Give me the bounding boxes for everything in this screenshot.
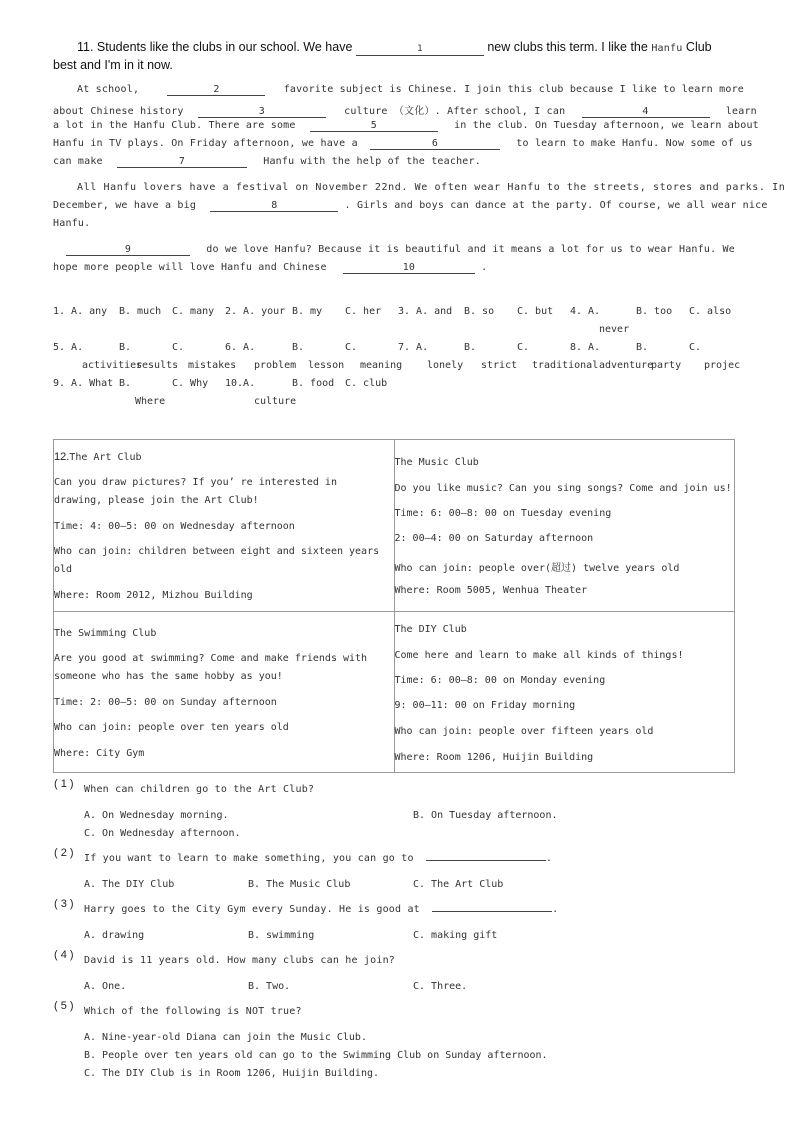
diy-club-where: Where: Room 1206, Huijin Building [394,752,594,763]
art-club-title: The Art Club [69,452,142,463]
q12-2-question [84,853,552,864]
music-club-time-2: 2: 00—4: 00 on Saturday afternoon [394,533,594,544]
music-club-time-1: Time: 6: 00—8: 00 on Tuesday evening [394,508,612,519]
p2-line2 [53,200,768,212]
q12-1-option-b[interactable]: B. On Tuesday afternoon. [413,810,558,821]
diy-club-title: The DIY Club [394,624,467,635]
blank-9-num: 9 [124,244,132,255]
blank-8[interactable] [210,200,338,212]
q12-4-option-b[interactable]: B. Two. [248,981,291,992]
blank-10[interactable] [343,262,475,274]
opt-4a-word: never [599,324,630,335]
p1-l3b: in the club. On Tuesday afternoon, we learn about [454,120,759,131]
q11-intro-line2: best and I'm in it now. [53,58,173,72]
q12-1-option-c[interactable]: C. On Wednesday afternoon. [84,828,241,839]
p3-line1 [66,244,735,256]
opt-3a[interactable]: 3. A. and [398,306,453,317]
blank-4-num: 4 [642,106,649,117]
swimming-club-time: Time: 2: 00—5: 00 on Sunday afternoon [54,697,277,708]
opt-5a[interactable]: 5. A. [53,342,84,353]
q12-5-question: Which of the following is NOT true? [84,1006,302,1017]
q12-2-option-c[interactable]: C. The Art Club [413,879,504,890]
p3-l2a: hope more people will love Hanfu and Chinese [53,262,327,273]
blank-3[interactable] [198,106,326,118]
q12-3-period: . [552,904,559,915]
swimming-club-title: The Swimming Club [54,628,157,639]
opt-3c[interactable]: C. but [517,306,554,317]
q12-3-option-c[interactable]: C. making gift [413,930,498,941]
q12-4-number: ( 4 ) [54,949,74,961]
art-club-who-1: Who can join: children between eight and sixteen years [54,546,380,557]
opt-7a-word: lonely [427,360,464,371]
q12-2-option-b[interactable]: B. The Music Club [248,879,351,890]
opt-8a-word: adventure [599,360,654,371]
p1-line1 [77,84,744,96]
opt-9c[interactable]: C. Why [172,378,209,389]
music-club-title: The Music Club [394,457,479,468]
blank-3-num: 3 [258,106,265,117]
opt-10c[interactable]: C. club [345,378,388,389]
q12-2-option-a[interactable]: A. The DIY Club [84,879,175,890]
p1-line3 [53,120,759,132]
music-club-cell [394,440,735,612]
blank-8-num: 8 [271,200,278,211]
q12-3-option-b[interactable]: B. swimming [248,930,315,941]
p1-l4b: to learn to make Hanfu. Now some of us [516,138,753,149]
opt-5c[interactable]: C. [172,342,185,353]
art-club-who-2: old [54,564,73,575]
opt-10b[interactable]: B. food [292,378,335,389]
opt-9b-word: Where [135,396,166,407]
opt-6a-word: problem [254,360,297,371]
q12-5-option-c[interactable]: C. The DIY Club is in Room 1206, Huijin Building. [84,1068,380,1079]
q12-3-number: ( 3 ) [54,898,74,910]
p2-l2a: December, we have a big [53,200,197,211]
p1-l1a: At school, [77,84,140,95]
opt-5a-word: activities [82,360,143,371]
opt-8b-word: party [651,360,682,371]
p1-l2b: culture （文化）. After school, I can [344,106,566,117]
blank-1-num: 1 [417,44,423,54]
p2-l2b: . Girls and boys can dance at the party. Of course, we all wear nice [344,200,768,211]
art-club-desc-1: Can you draw pictures? If you’ re interested in [54,477,337,488]
p1-line4 [53,138,753,150]
p1-l4a: Hanfu in TV plays. On Friday afternoon, we have a [53,138,358,149]
opt-5c-word: mistakes [188,360,237,371]
blank-6-num: 6 [431,138,439,149]
q12-3-option-a[interactable]: A. drawing [84,930,145,941]
opt-7b-word: strict [481,360,518,371]
opt-4c[interactable]: C. also [689,306,732,317]
opt-7b[interactable]: B. [464,342,477,353]
blank-7[interactable] [117,156,247,168]
p3-l1b: do we love Hanfu? Because it is beautiful and it means a lot for us to wear Hanfu. We [206,244,735,255]
diy-club-time-1: Time: 6: 00—8: 00 on Monday evening [394,675,606,686]
swimming-club-where: Where: City Gym [54,748,145,759]
blank-5-num: 5 [370,120,377,131]
q12-number: 12. [54,451,70,463]
blank-7-num: 7 [178,156,186,167]
p1-l3a: a lot in the Hanfu Club. There are some [53,120,296,131]
opt-1c[interactable]: C. many [172,306,215,317]
opt-6c[interactable]: C. [345,342,358,353]
opt-6b[interactable]: B. [292,342,305,353]
opt-9b[interactable]: B. [119,378,132,389]
swimming-club-desc-1: Are you good at swimming? Come and make friends with [54,653,368,664]
opt-7c-word: traditional [532,360,599,371]
music-club-desc: Do you like music? Can you sing songs? Come and join us! [394,483,732,494]
blank-4[interactable] [582,106,710,118]
opt-8a[interactable]: 8. A. [570,342,601,353]
q12-5-option-b[interactable]: B. People over ten years old can go to the Swimming Club on Sunday afternoon. [84,1050,548,1061]
opt-6c-word: meaning [360,360,403,371]
opt-2c[interactable]: C. her [345,306,382,317]
diy-club-cell [394,612,735,773]
opt-4b[interactable]: B. too [636,306,673,317]
art-club-desc-2: drawing, please join the Art Club! [54,495,259,506]
p1-l5b: Hanfu with the help of the teacher. [263,156,481,167]
opt-7a[interactable]: 7. A. [398,342,429,353]
opt-5b-word: results [136,360,179,371]
opt-1a[interactable]: 1. A. any [53,306,108,317]
blank-6[interactable] [370,138,500,150]
blank-2-num: 2 [213,84,220,95]
opt-6b-word: lesson [308,360,345,371]
q11-intro-text-b: new clubs this term. I like the [487,40,648,54]
opt-10a-word: culture [254,396,297,407]
swimming-club-who: Who can join: people over ten years old [54,722,289,733]
blank-10-num: 10 [402,262,416,273]
q11-intro-hanfu: Hanfu [651,43,683,54]
q12-1-option-a[interactable]: A. On Wednesday morning. [84,810,229,821]
art-club-cell [54,440,395,612]
q12-5-number: ( 5 ) [54,1000,74,1012]
opt-9a[interactable]: 9. A. What [53,378,114,389]
diy-club-desc: Come here and learn to make all kinds of things! [394,650,684,661]
p1-l1b: favorite subject is Chinese. I join this club because I like to learn more [283,84,745,95]
q12-4-question: David is 11 years old. How many clubs can he join? [84,955,396,966]
p1-line2 [53,102,757,118]
diy-club-who: Who can join: people over fifteen years old [394,726,654,737]
q11-intro-text-a: 11. Students like the clubs in our school. We have [77,40,353,54]
q12-1-question: When can children go to the Art Club? [84,784,315,795]
opt-5b[interactable]: B. [119,342,132,353]
opt-2a[interactable]: 2. A. your [225,306,286,317]
opt-8c-word: projec [704,360,741,371]
q12-1-number: ( 1 ) [54,778,74,790]
opt-2b[interactable]: B. my [292,306,323,317]
opt-10a[interactable]: 10.A. [225,378,256,389]
q12-5-option-a[interactable]: A. Nine-year-old Diana can join the Music Club. [84,1032,367,1043]
p1-l2c: learn [725,106,757,117]
p3-l2b: . [481,262,488,273]
diy-club-time-2: 9: 00—11: 00 on Friday morning [394,700,576,711]
q12-3-question [84,904,558,915]
opt-8b[interactable]: B. [636,342,649,353]
blank-1[interactable] [356,42,484,56]
opt-6a[interactable]: 6. A. [225,342,256,353]
q11-intro-text-c: Club [685,40,712,54]
p3-line2 [53,262,487,274]
q12-4-option-a[interactable]: A. One. [84,981,127,992]
p1-l2a: about Chinese history [53,106,184,117]
art-club-where: Where: Room 2012, Mizhou Building [54,590,253,601]
q12-2-question-text: If you want to learn to make something, you can go to [84,853,414,864]
blank-9[interactable] [66,244,190,256]
music-club-where: Where: Room 5005, Wenhua Theater [394,585,588,596]
p1-line5 [53,156,481,168]
p2-line1: All Hanfu lovers have a festival on November 22nd. We often wear Hanfu to the streets, stores and parks. In [77,182,786,193]
music-club-who: Who can join: people over(超过) twelve years old [394,563,680,574]
q12-3-question-text: Harry goes to the City Gym every Sunday. He is good at [84,904,420,915]
q12-2-blank[interactable] [426,860,546,861]
q12-2-period: . [545,853,553,864]
blank-2[interactable] [167,84,265,96]
swimming-club-cell [54,612,395,773]
q12-4-option-c[interactable]: C. Three. [413,981,468,992]
q11-intro-line1 [77,40,712,56]
p1-l5a: can make [53,156,103,167]
opt-7c[interactable]: C. [517,342,530,353]
blank-5[interactable] [310,120,438,132]
opt-3b[interactable]: B. so [464,306,495,317]
club-table [53,439,735,773]
swimming-club-desc-2: someone who has the same hobby as you! [54,671,283,682]
opt-8c[interactable]: C. [689,342,702,353]
opt-1b[interactable]: B. much [119,306,162,317]
q12-2-number: ( 2 ) [54,847,74,859]
opt-4a[interactable]: 4. A. [570,306,601,317]
q12-3-blank[interactable] [432,911,552,912]
p2-line3: Hanfu. [53,218,91,229]
art-club-time: Time: 4: 00—5: 00 on Wednesday afternoon [54,521,295,532]
